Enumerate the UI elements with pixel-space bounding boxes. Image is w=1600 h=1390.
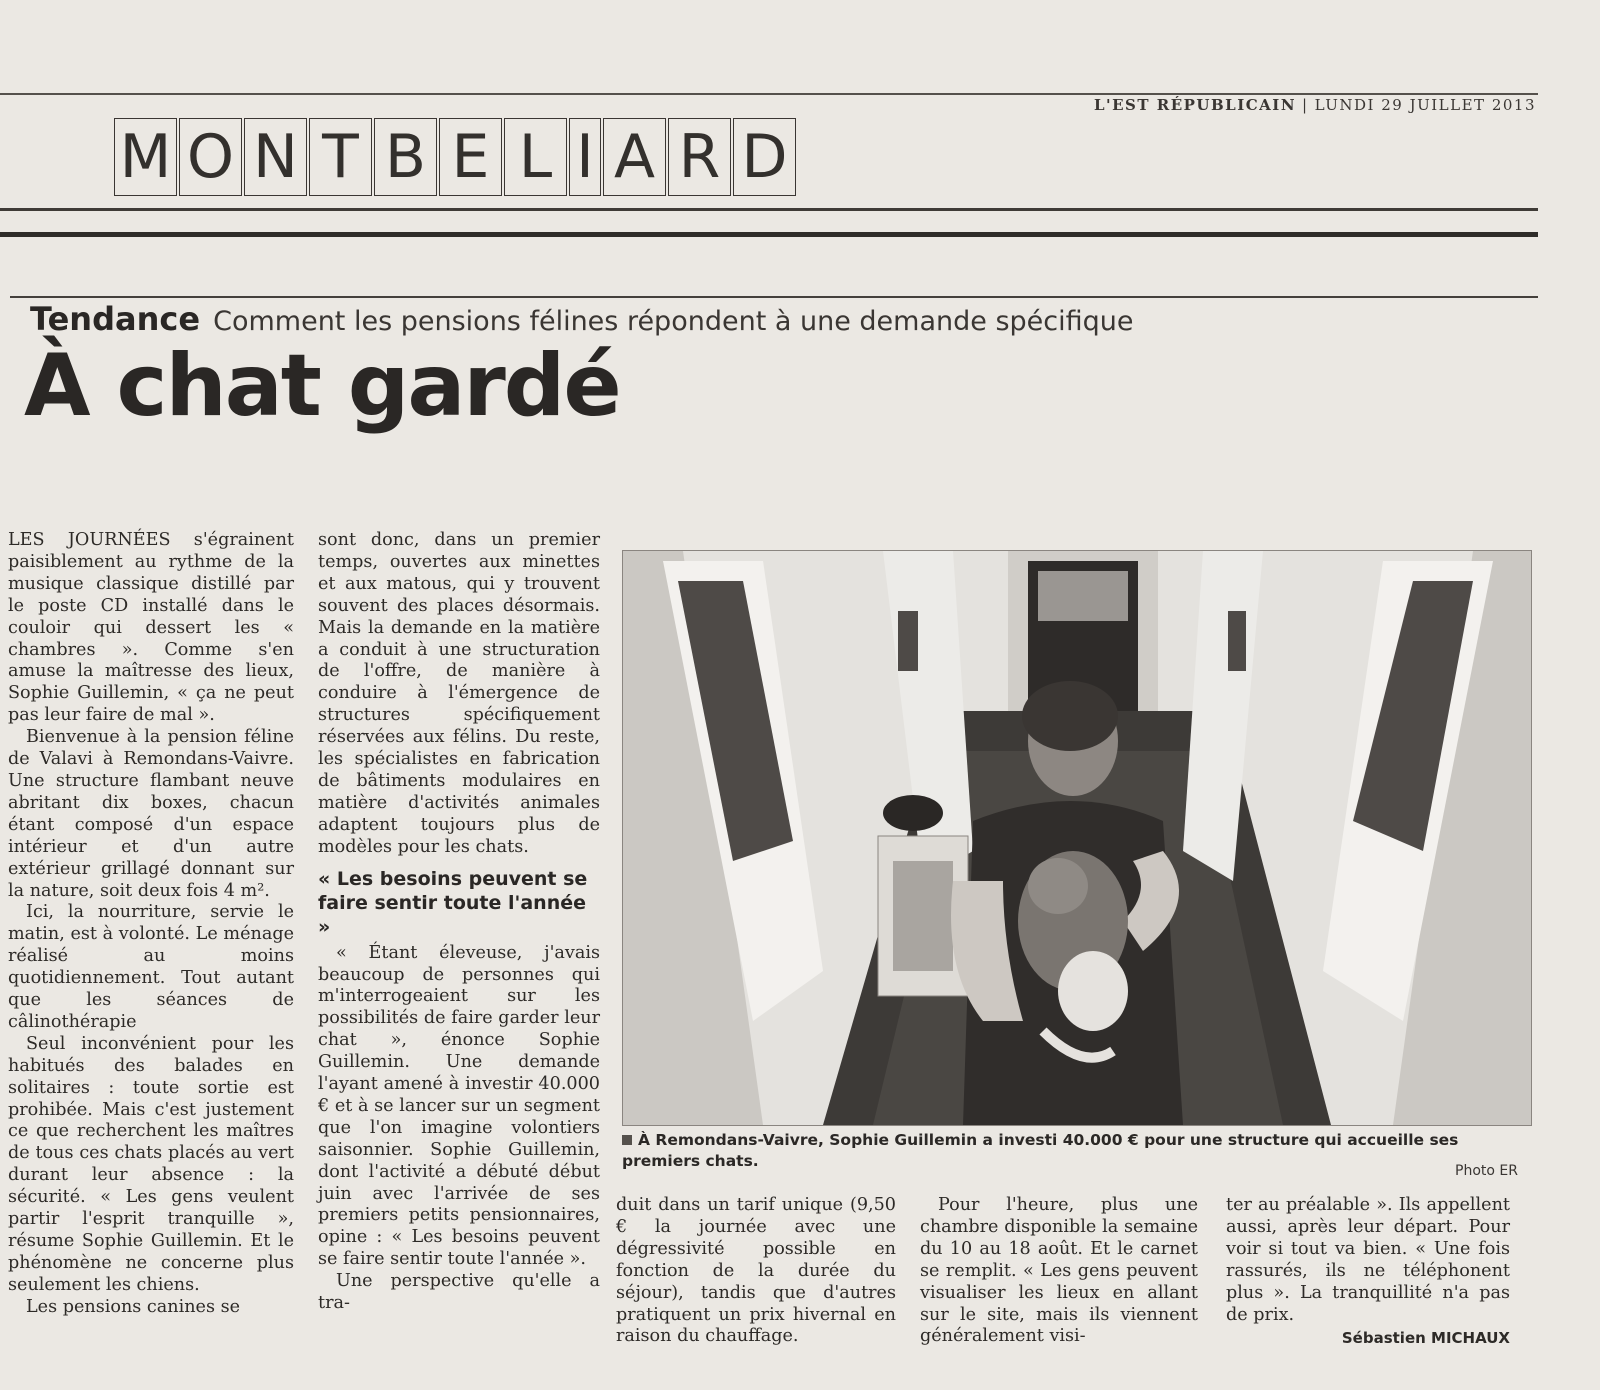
- paragraph: Ici, la nourriture, servie le matin, est à volonté. Le ménage réalisé au moins quotidiennement. Tout autant que les séances de câlinothérapie: [8, 902, 294, 1032]
- paragraph: sont donc, dans un premier temps, ouvertes aux minettes et aux matous, qui y trouvent souvent des places désormais. Mais la demande en la matière a conduit à une structuration de l'offre, de manière à conduire à l'émergence de structures spécifiquement réservées aux félins. Du reste, les spécialistes en fabrication de bâtiments modulaires en matière d'activités animales adaptent toujours plus de modèles pour les chats.: [318, 530, 600, 857]
- paragraph: Pour l'heure, plus une chambre disponible la semaine du 10 au 18 août. Et le carnet se remplit. « Les gens peuvent visualiser les lieux en allant sur le site, mais ils viennent généralement visi-: [920, 1195, 1198, 1347]
- section-rule-bold: [0, 232, 1538, 237]
- article-column-3: [616, 1195, 896, 1348]
- paragraph: Bienvenue à la pension féline de Valavi à Remondans-Vaivre. Une structure flambant neuve abritant dix boxes, chacun étant composé d'un espace intérieur et d'un autre extérieur grillagé donnant sur la nature, soit deux fois 4 m².: [8, 727, 294, 901]
- section-letter: B: [374, 118, 437, 196]
- article-photo: [622, 550, 1532, 1126]
- author-byline: Sébastien MICHAUX: [1341, 1329, 1510, 1348]
- caption-bullet: [622, 1135, 632, 1145]
- masthead-separator: |: [1302, 96, 1309, 114]
- issue-date: LUNDI 29 JUILLET 2013: [1314, 96, 1536, 114]
- article-column-4: [920, 1195, 1198, 1348]
- section-letter: N: [244, 118, 307, 196]
- section-letter: M: [114, 118, 177, 196]
- article-column-1: [8, 530, 294, 1319]
- intertitle: « Les besoins peuvent se faire sentir toute l'année »: [318, 867, 588, 938]
- article-column-5: [1226, 1195, 1510, 1350]
- paragraph-text: s'égrainent paisiblement au rythme de la musique classique distillé par le poste CD installé dans le couloir qui dessert les « chambres ». Comme s'en amuse la maîtresse des lieux, Sophie Guillemin, « ça ne peut pas leur faire de mal ».: [8, 530, 294, 726]
- section-letter: L: [504, 118, 567, 196]
- section-letter: T: [309, 118, 372, 196]
- photo-credit: Photo ER: [1455, 1163, 1518, 1179]
- section-letter: O: [179, 118, 242, 196]
- lead-words: LES JOURNÉES: [8, 530, 171, 550]
- paragraph: Une perspective qu'elle a tra-: [318, 1271, 600, 1314]
- section-letter: A: [603, 118, 666, 196]
- section-letter: I: [569, 118, 601, 196]
- article-column-2: [318, 530, 600, 1315]
- section-letter: E: [439, 118, 502, 196]
- paragraph: [8, 530, 294, 727]
- paragraph: Les pensions canines se: [26, 1296, 241, 1317]
- article-rule: [10, 296, 1538, 298]
- paragraph: Seul inconvénient pour les habitués des balades en solitaires : toute sortie est prohibée. Mais c'est justement ce que recherchent les maîtres de tous ces chats placés au vert durant leur absence : la sécurité. « Les gens veulent partir l'esprit tranquille », résume Sophie Guillemin. Et le phénomène ne concerne plus seulement les chiens.: [8, 1033, 294, 1295]
- kicker-subtitle: Comment les pensions félines répondent à une demande spécifique: [213, 306, 1134, 337]
- photo-caption: [622, 1130, 1522, 1172]
- newspaper-name: L'EST RÉPUBLICAIN: [1093, 96, 1297, 114]
- paragraph: ter au préalable ». Ils appellent aussi, après leur départ. Pour voir si tout va bien. « Une fois rassurés, ils ne téléphonent plus ». La tranquillité n'a pas de prix.: [1226, 1195, 1510, 1325]
- section-letter: R: [668, 118, 731, 196]
- paragraph: « Étant éleveuse, j'avais beaucoup de personnes qui m'interrogeaient sur les possibilités de faire garder leur chat », énonce Sophie Guillemin. Une demande l'ayant amené à investir 40.000 € et à se lancer sur un segment que l'on imagine volontiers saisonnier. Sophie Guillemin, dont l'activité a débuté début juin avec l'arrivée de ses premiers petits pensionnaires, opine : « Les besoins peuvent se faire sentir toute l'année ».: [318, 942, 600, 1270]
- corridor-photo-illustration: [623, 551, 1531, 1125]
- article-kicker: [30, 300, 1133, 338]
- kicker-tag: Tendance: [30, 300, 201, 338]
- masthead: [1094, 96, 1536, 114]
- caption-text: À Remondans-Vaivre, Sophie Guillemin a investi 40.000 € pour une structure qui accueille ses premiers chats.: [622, 1131, 1459, 1170]
- paragraph: duit dans un tarif unique (9,50 € la journée avec une dégressivité possible en fonction de la durée du séjour), tandis que d'autres pratiquent un prix hivernal en raison du chauffage.: [616, 1195, 896, 1347]
- section-letter: D: [733, 118, 796, 196]
- article-headline: À chat gardé: [24, 336, 620, 436]
- section-title: [114, 118, 798, 196]
- top-rule: [0, 93, 1538, 95]
- section-rule: [0, 208, 1538, 211]
